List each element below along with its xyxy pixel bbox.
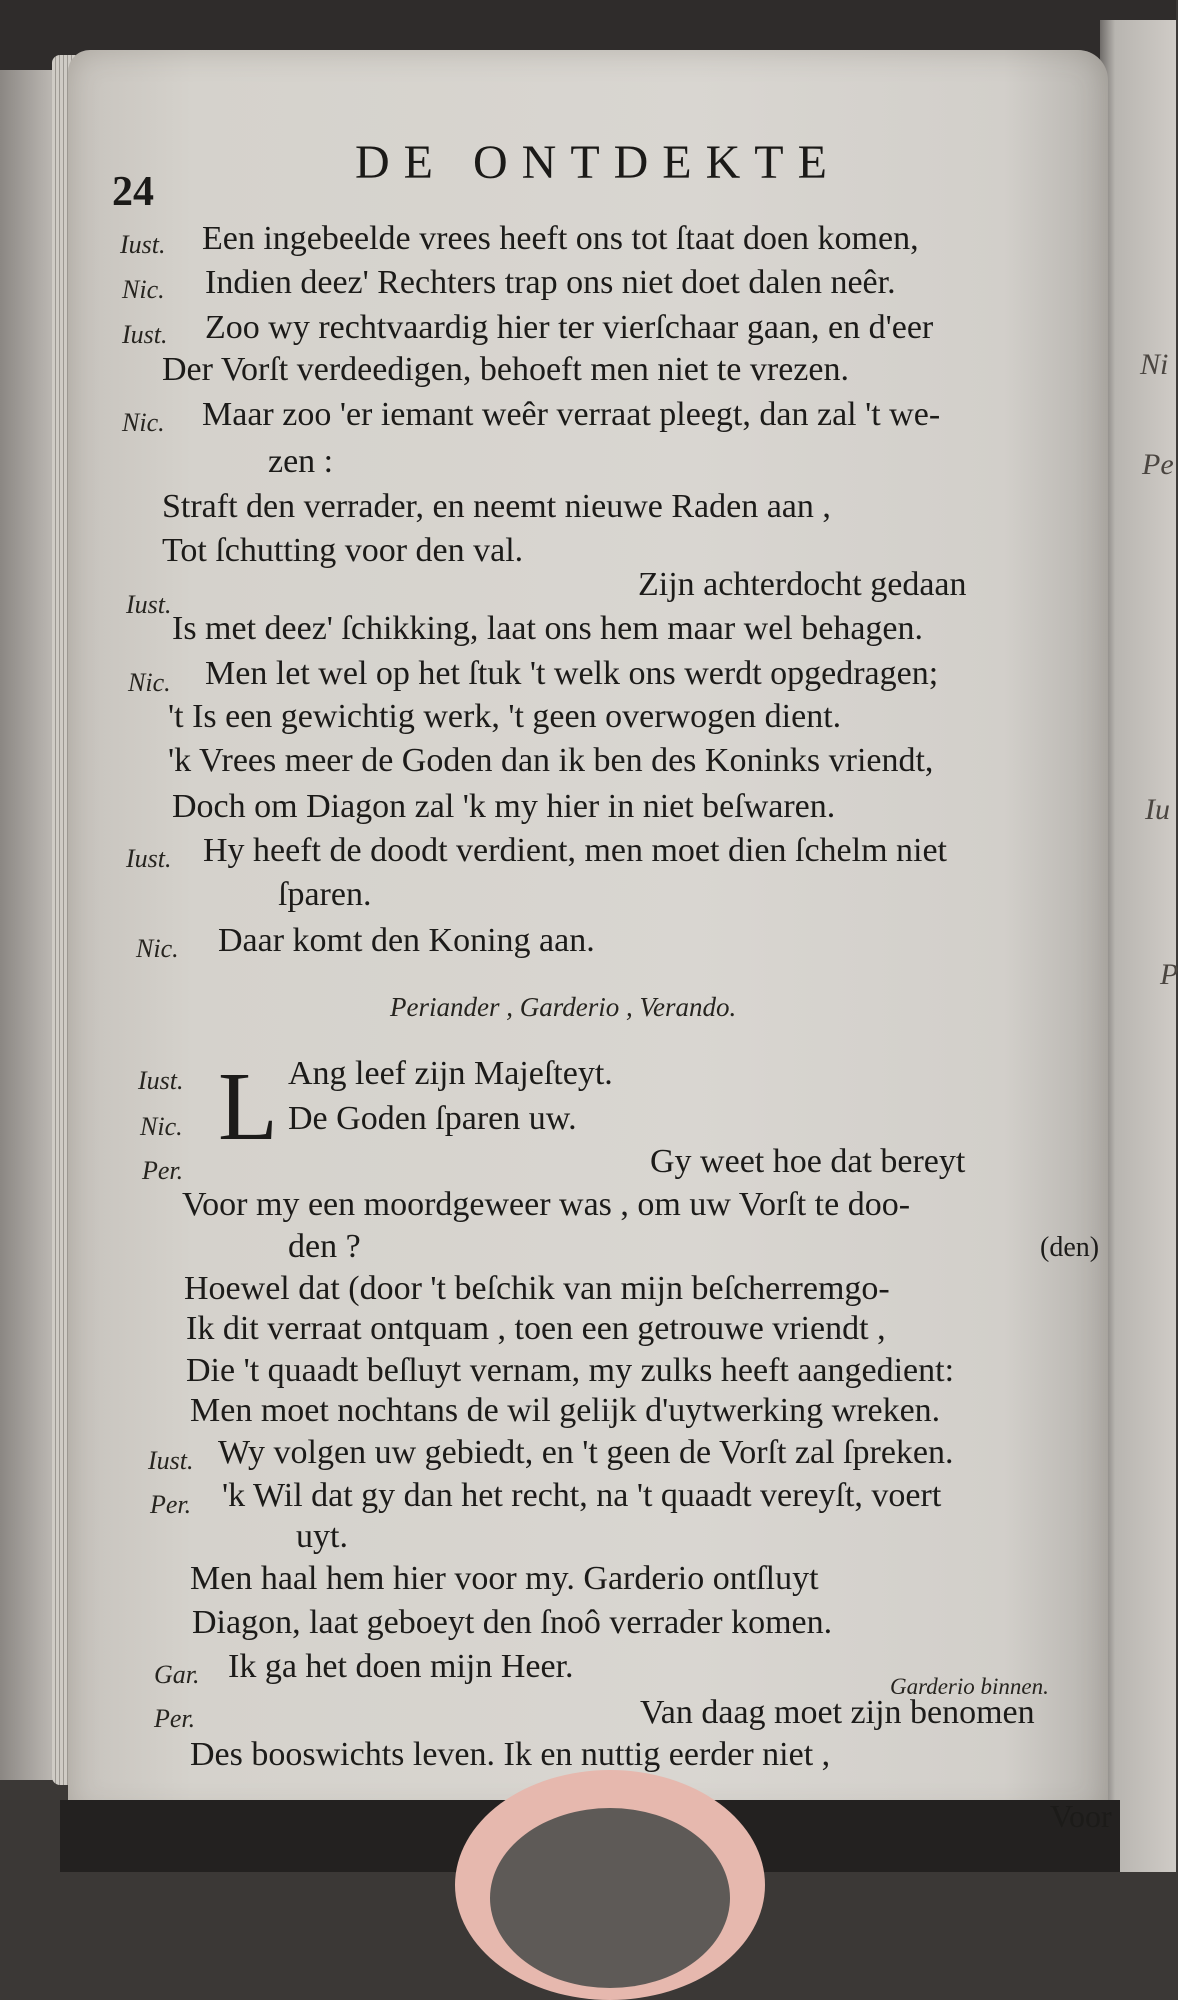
speaker-label: Per. — [150, 1490, 192, 1519]
verse-line: Voor my een moordgeweer was , om uw Vorſt te doo- — [182, 1186, 911, 1223]
verse-line: Ik dit verraat ontquam , toen een getrouwe vriendt , — [186, 1310, 886, 1347]
verse-line: Hoewel dat (door 't beſchik van mijn beſcherremgo- — [184, 1270, 890, 1307]
verse-line: Ik ga het doen mijn Heer. — [228, 1648, 574, 1685]
verse-line: Die 't quaadt beſluyt vernam, my zulks heeft aangedient: — [186, 1352, 955, 1389]
drop-cap: L — [218, 1053, 278, 1161]
speaker-label: Iust. — [126, 844, 172, 873]
verse-line: Der Vorſt verdeedigen, behoeft men niet te vrezen. — [162, 351, 849, 388]
verse-line: Tot ſchutting voor den val. — [162, 532, 524, 569]
verse-line: Is met deez' ſchikking, laat ons hem maar wel behagen. — [172, 610, 924, 647]
right-page-fragment: P — [1160, 958, 1178, 991]
verse-line: Zijn achterdocht gedaan — [638, 566, 967, 603]
thumb-overlay-inner — [490, 1808, 730, 1988]
speaker-label: Iust. — [138, 1066, 184, 1095]
stage-direction: Periander , Garderio , Verando. — [390, 992, 737, 1022]
verse-line: Men let wel op het ſtuk 't welk ons werdt opgedragen; — [205, 655, 939, 692]
verse-line: Wy volgen uw gebiedt, en 't geen de Vorſt zal ſpreken. — [218, 1434, 954, 1471]
verse-line: den ? — [288, 1228, 361, 1265]
verse-line: (den) — [1040, 1232, 1100, 1263]
right-page-fragment: Ni — [1140, 348, 1169, 381]
speaker-label: Per. — [154, 1704, 196, 1733]
verse-line: Maar zoo 'er iemant weêr verraat pleegt, dan zal 't we- — [202, 396, 941, 433]
verse-line: uyt. — [296, 1518, 348, 1555]
verse-line: Hy heeft de doodt verdient, men moet dien ſchelm niet — [203, 832, 947, 869]
speaker-label: Nic. — [128, 668, 171, 697]
catchword: Voor — [1050, 1798, 1112, 1834]
right-page-fragment: Pe — [1142, 448, 1174, 481]
verse-line: Men haal hem hier voor my. Garderio ontſluyt — [190, 1560, 819, 1597]
verse-line: Doch om Diagon zal 'k my hier in niet beſwaren. — [172, 788, 836, 825]
verse-line: Straft den verrader, en neemt nieuwe Raden aan , — [162, 488, 831, 525]
speaker-label: Per. — [142, 1156, 184, 1185]
verse-line: Men moet nochtans de wil gelijk d'uytwerking wreken. — [190, 1392, 941, 1429]
verse-line: 't Is een gewichtig werk, 't geen overwogen dient. — [168, 698, 842, 735]
verse-line: Daar komt den Koning aan. — [218, 922, 595, 959]
right-page-fragment: Iu — [1145, 793, 1170, 826]
verse-line: zen : — [268, 443, 334, 480]
running-head: DE ONTDEKTE — [355, 136, 841, 189]
verse-line: Diagon, laat geboeyt den ſnoô verrader komen. — [192, 1604, 833, 1641]
verse-line: De Goden ſparen uw. — [288, 1100, 577, 1137]
verse-line: Zoo wy rechtvaardig hier ter vierſchaar gaan, en d'eer — [205, 309, 934, 346]
verse-line: 'k Vrees meer de Goden dan ik ben des Koninks vriendt, — [168, 742, 934, 779]
verse-line: Gy weet hoe dat bereyt — [650, 1143, 966, 1180]
adjacent-right-page — [1100, 20, 1176, 1872]
speaker-label: Iust. — [120, 230, 166, 259]
page-number: 24 — [112, 169, 154, 215]
verse-line: Van daag moet zijn benomen — [640, 1694, 1035, 1731]
speaker-label: Nic. — [140, 1112, 183, 1141]
verse-line: ſparen. — [278, 876, 372, 913]
verse-line: Een ingebeelde vrees heeft ons tot ſtaat doen komen, — [202, 220, 919, 257]
speaker-label: Iust. — [126, 590, 172, 619]
stage-direction: Garderio binnen. — [890, 1674, 1049, 1699]
speaker-label: Iust. — [148, 1446, 194, 1475]
speaker-label: Iust. — [122, 320, 168, 349]
speaker-label: Nic. — [122, 408, 165, 437]
verse-line: Des booswichts leven. Ik en nuttig eerder niet , — [190, 1736, 831, 1773]
speaker-label: Nic. — [136, 934, 179, 963]
verse-line: Ang leef zijn Majeſteyt. — [288, 1055, 613, 1092]
verse-line: 'k Wil dat gy dan het recht, na 't quaadt vereyſt, voert — [222, 1477, 942, 1514]
speaker-label: Nic. — [122, 275, 165, 304]
speaker-label: Gar. — [154, 1660, 200, 1689]
verse-line: Indien deez' Rechters trap ons niet doet dalen neêr. — [205, 264, 896, 301]
